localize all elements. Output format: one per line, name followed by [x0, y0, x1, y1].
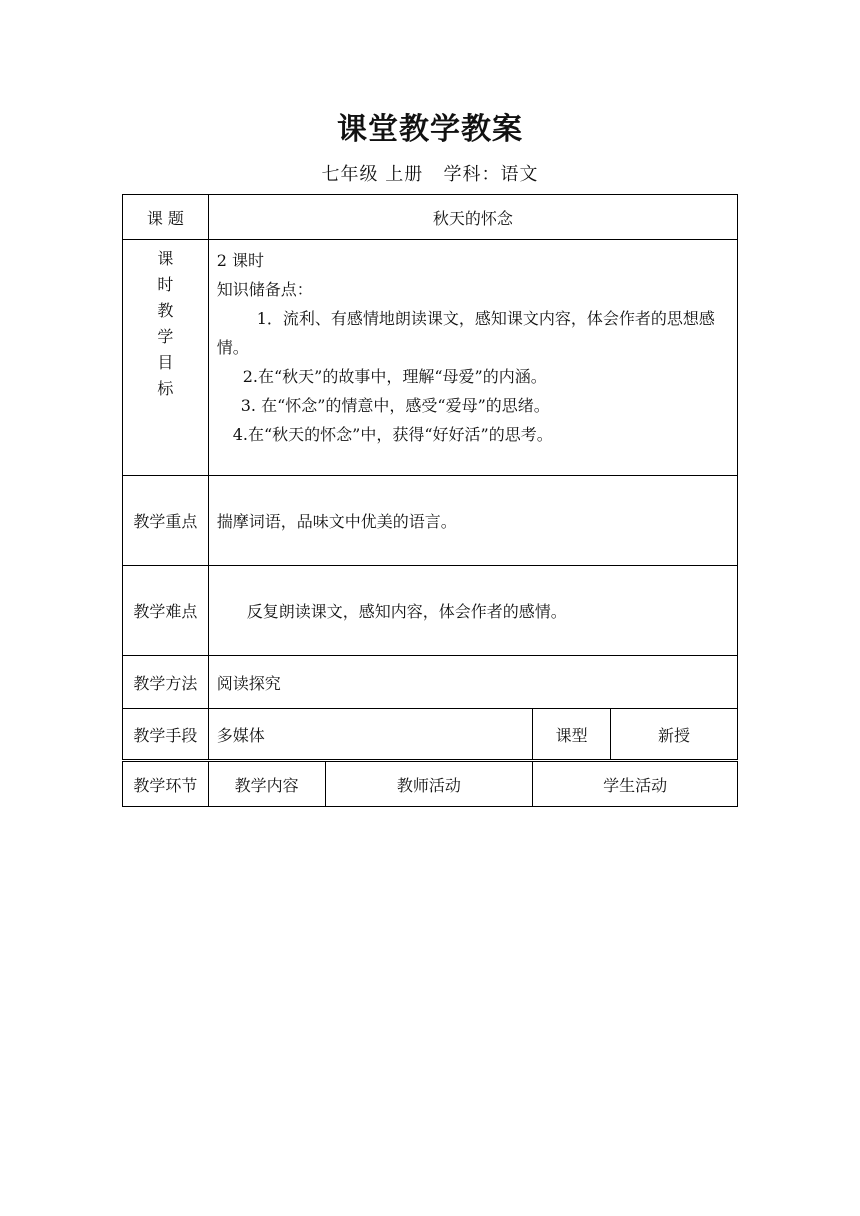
objective-item-3: 3. 在“怀念”的情意中，感受“爱母”的思绪。 [240, 396, 550, 415]
key-points-label: 教学重点 [123, 476, 209, 566]
key-points-value: 揣摩词语，品味文中优美的语言。 [208, 476, 737, 566]
objectives-label: 课 时 教 学 目 标 [123, 240, 209, 476]
document-title: 课堂教学教案 [337, 112, 523, 147]
objective-item-4: 4.在“秋天的怀念”中，获得“好好活”的思考。 [232, 425, 553, 444]
subject-text: 学科：语文 [443, 164, 539, 185]
topic-label: 课 题 [123, 195, 209, 240]
objective-item-1: 1．流利、有感情地朗读课文，感知课文内容，体会作者的思想感情。 [216, 309, 715, 357]
difficulties-value: 反复朗读课文，感知内容，体会作者的感情。 [208, 566, 737, 656]
method-value: 阅读探究 [208, 656, 737, 709]
objective-item-2: 2.在“秋天”的故事中，理解“母爱”的内涵。 [242, 367, 547, 386]
lesson-type-value: 新授 [611, 709, 738, 761]
objectives-row [123, 240, 738, 476]
difficulties-label: 教学难点 [123, 566, 209, 656]
topic-value: 秋天的怀念 [208, 195, 737, 240]
lesson-plan-table [122, 194, 738, 807]
column-header-content: 教学内容 [208, 761, 325, 807]
method-row [123, 656, 738, 709]
objectives-heading: 知识储备点： [216, 280, 313, 299]
lesson-type-label: 课型 [533, 709, 611, 761]
difficulties-row [123, 566, 738, 656]
column-header-teacher: 教师活动 [325, 761, 533, 807]
volume-text: 上册 [385, 164, 424, 185]
objectives-content [208, 240, 737, 476]
column-header-student: 学生活动 [533, 761, 738, 807]
columns-header-row [123, 761, 738, 807]
document-subtitle [0, 160, 860, 186]
means-value: 多媒体 [208, 709, 533, 761]
means-row [123, 709, 738, 761]
key-points-row [123, 476, 738, 566]
method-label: 教学方法 [123, 656, 209, 709]
grade-text: 七年级 [321, 164, 379, 185]
objectives-hours: 2 课时 [216, 251, 264, 270]
column-header-stage: 教学环节 [123, 761, 209, 807]
topic-row [123, 195, 738, 240]
means-label: 教学手段 [123, 709, 209, 761]
